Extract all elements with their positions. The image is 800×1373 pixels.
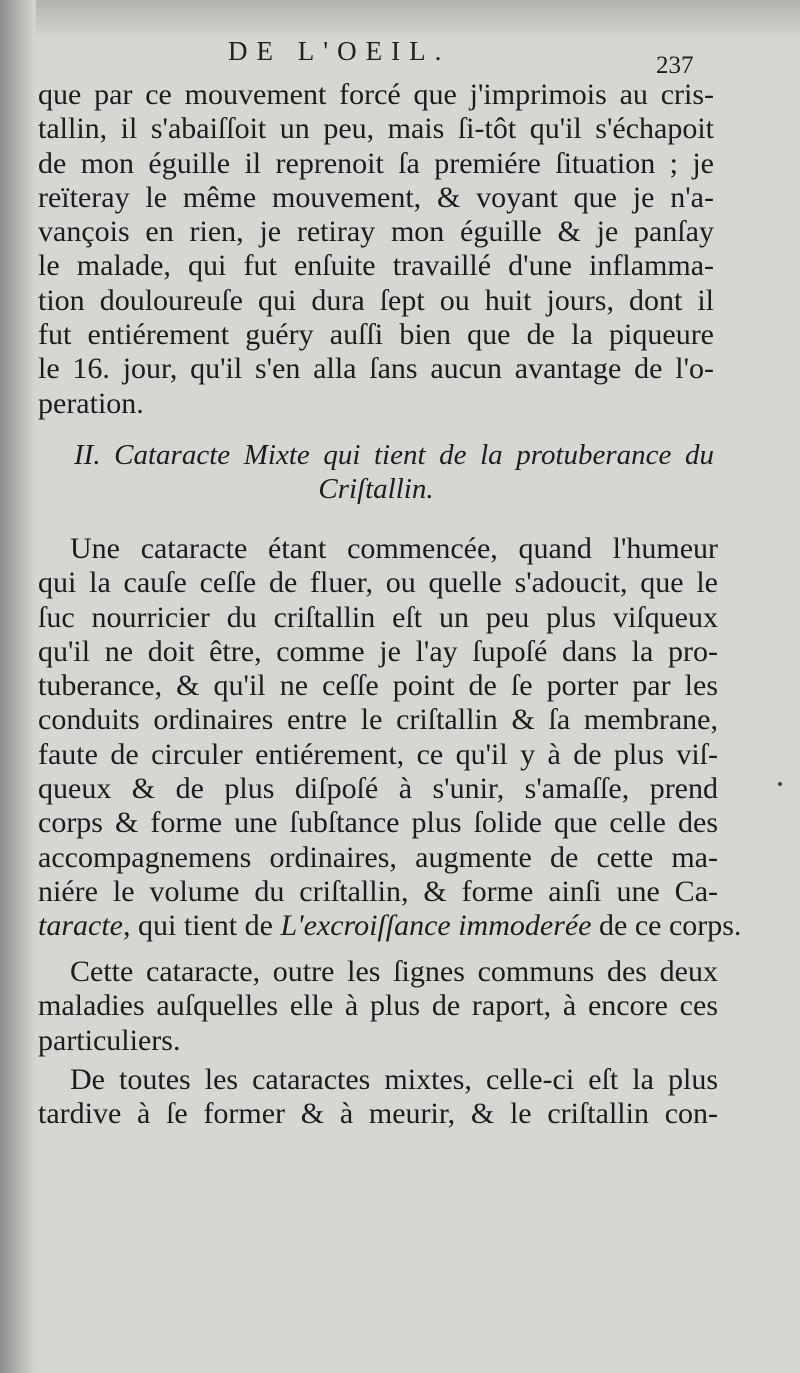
text-line: vançois en rien, je retiray mon éguille & je panſay xyxy=(38,215,714,249)
text-line: ſuc nourricier du criſtallin eſt un peu plus viſqueux xyxy=(38,600,718,634)
text-line: tallin, il s'abaiſſoit un peu, mais ſi-tôt qu'il s'échapoit xyxy=(38,112,714,146)
text-line: niére le volume du criſtallin, & forme ainſi une Ca- xyxy=(38,874,718,908)
text-line: corps & forme une ſubſtance plus ſolide que celle des xyxy=(38,806,718,840)
text-line: fut entiérement guéry auſſi bien que de la piqueure xyxy=(38,318,714,352)
running-head: DE L'OEIL. xyxy=(228,36,451,66)
text-line: queux & de plus diſpoſé à s'unir, s'amaſſe, prend xyxy=(38,772,718,806)
text-line: De toutes les cataractes mixtes, celle-ci eſt la plus xyxy=(70,1063,718,1096)
text-line: accompagnemens ordinaires, augmente de cette ma- xyxy=(38,840,718,874)
paragraph-1 xyxy=(38,78,714,421)
paragraph-2 xyxy=(38,532,742,944)
paragraph-3 xyxy=(38,955,718,1058)
text-line: faute de circuler entiérement, ce qu'il y à de plus viſ- xyxy=(38,737,718,771)
text-line: Une cataracte étant commencée, quand l'humeur xyxy=(70,532,718,565)
text-line: le malade, qui fut enſuite travaillé d'une inflamma- xyxy=(38,249,714,283)
italic-word: taracte xyxy=(38,909,123,943)
text-line: qu'il ne doit être, comme je l'ay ſupoſé dans la pro- xyxy=(38,634,718,668)
text-line: qui la cauſe ceſſe de fluer, ou quelle s'adoucit, que le xyxy=(38,566,718,600)
page-top-shading xyxy=(0,0,800,40)
text-line: le 16. jour, qu'il s'en alla ſans aucun avantage de l'o- xyxy=(38,352,714,386)
text-line: peration. xyxy=(38,386,144,420)
text-line: de mon éguille il reprenoit ſa premiére ſituation ; je xyxy=(38,146,714,180)
text-line: conduits ordinaires entre le criſtallin & ſa membrane, xyxy=(38,703,718,737)
text-line: tardive à ſe former & à meurir, & le criſtallin con- xyxy=(38,1097,718,1131)
text-line: tion douloureuſe qui dura ſept ou huit jours, dont il xyxy=(38,283,714,317)
text-line: que par ce mouvement forcé que j'imprimois au cris- xyxy=(38,78,714,111)
text-line-mixed xyxy=(38,909,742,943)
section-heading-line-2: Criſtallin. xyxy=(318,473,434,505)
text-line: maladies auſquelles elle à plus de raport, à encore ces xyxy=(38,989,718,1023)
paragraph-4 xyxy=(38,1063,718,1132)
text-line: tuberance, & qu'il ne ceſſe point de ſe porter par les xyxy=(38,669,718,703)
text-run: , qui tient de xyxy=(122,909,281,943)
text-run: de ce corps. xyxy=(591,909,742,943)
section-heading xyxy=(38,438,714,506)
text-line: reïteray le même mouvement, & voyant que je n'a- xyxy=(38,180,714,214)
page-header xyxy=(0,36,800,79)
italic-phrase: L'excroiſſance immoderée xyxy=(280,909,592,943)
text-line: Cette cataracte, outre les ſignes communs des deux xyxy=(70,955,718,988)
binding-gutter xyxy=(0,0,36,1373)
margin-speck xyxy=(778,782,782,786)
page-number: 237 xyxy=(656,52,694,79)
section-heading-line-1: II. Cataracte Mixte qui tient de la protuberance du xyxy=(74,439,714,471)
text-line: particuliers. xyxy=(38,1023,181,1057)
